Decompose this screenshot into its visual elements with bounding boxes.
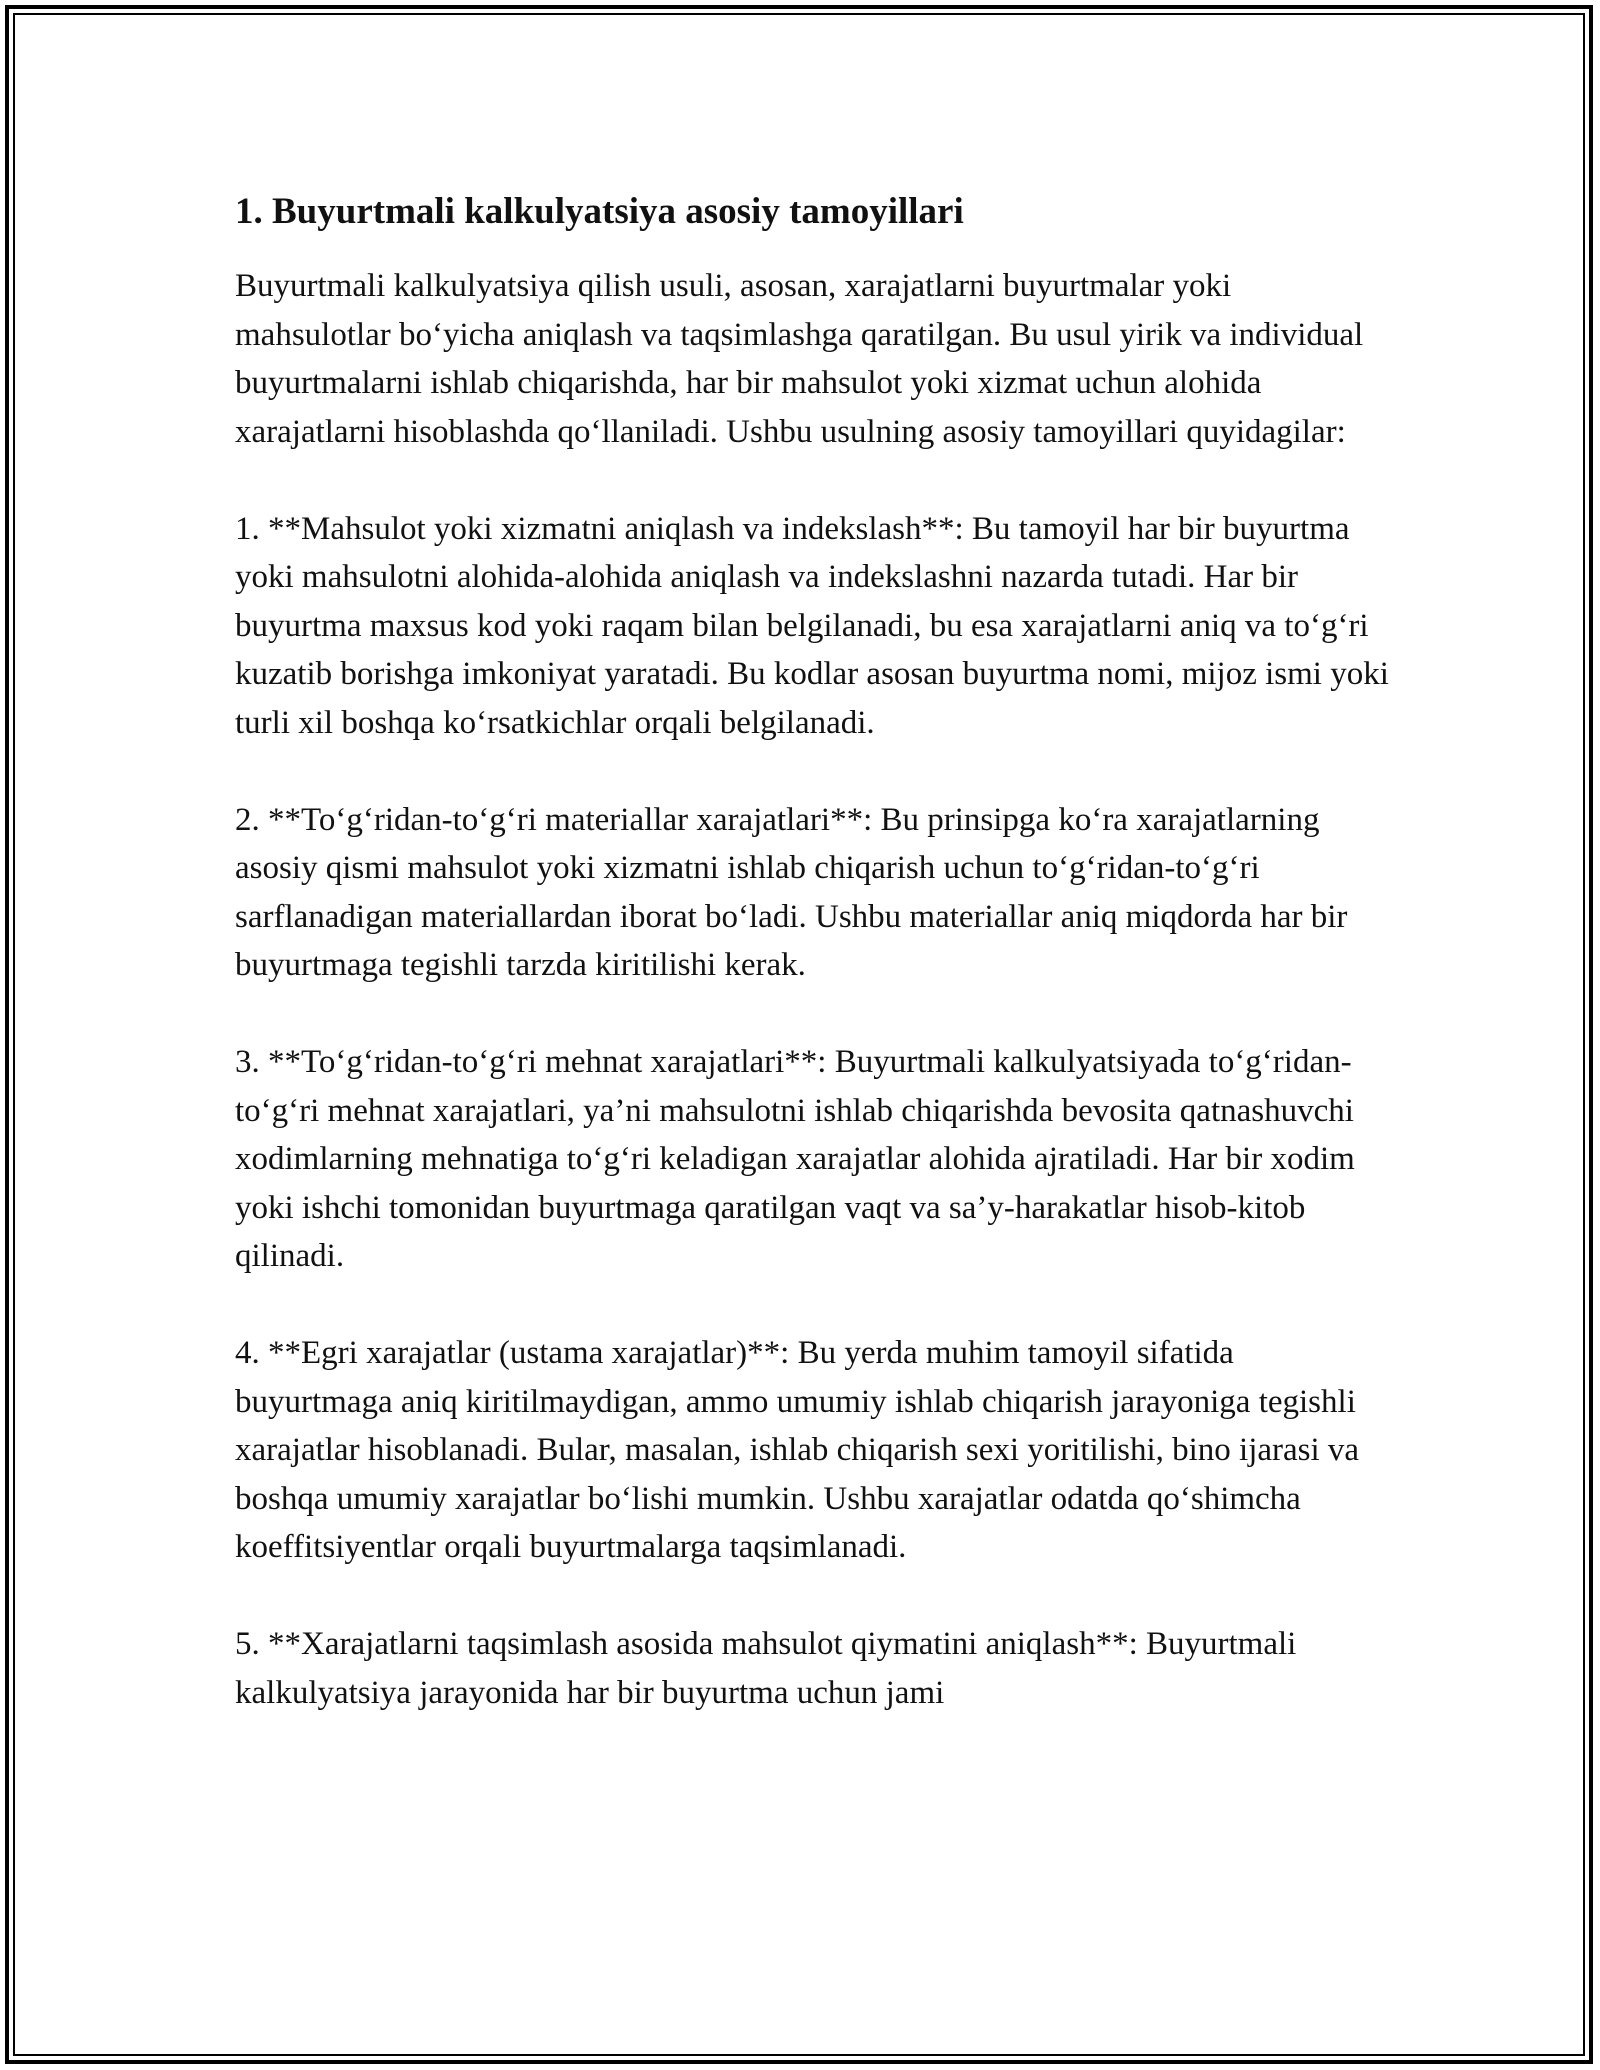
section-heading: 1. Buyurtmali kalkulyatsiya asosiy tamoyillari [235, 191, 964, 232]
document-body [235, 188, 1395, 1766]
principle-1-paragraph: 1. **Mahsulot yoki xizmatni aniqlash va indekslash**: Bu tamoyil har bir buyurtma yoki mahsulotni alohida-alohida aniqlash va indekslashni nazarda tutadi. Har bir buyurtma maxsus kod yoki raqam bilan belgilanadi, bu esa xarajatlarni aniq va to‘g‘ri kuzatib borishga imkoniyat yaratadi. Bu kodlar asosan buyurtma nomi, mijoz ismi yoki turli xil boshqa ko‘rsatkichlar orqali belgilanadi. [235, 510, 1389, 741]
principle-2-paragraph: 2. **To‘g‘ridan-to‘g‘ri materiallar xarajatlari**: Bu prinsipga ko‘ra xarajatlarning asosiy qismi mahsulot yoki xizmatni ishlab chiqarish uchun to‘g‘ridan-to‘g‘ri sarflanadigan materiallardan iborat bo‘ladi. Ushbu materiallar aniq miqdorda har bir buyurtmaga tegishli tarzda kiritilishi kerak. [235, 801, 1348, 983]
principle-4-paragraph: 4. **Egri xarajatlar (ustama xarajatlar)**: Bu yerda muhim tamoyil sifatida buyurtmaga aniq kiritilmaydigan, ammo umumiy ishlab chiqarish jarayoniga tegishli xarajatlar hisoblanadi. Bular, masalan, ishlab chiqarish sexi yoritilishi, bino ijarasi va boshqa umumiy xarajatlar bo‘lishi mumkin. Ushbu xarajatlar odatda qo‘shimcha koeffitsiyentlar orqali buyurtmalarga taqsimlanadi. [235, 1335, 1360, 1565]
principle-3-paragraph: 3. **To‘g‘ridan-to‘g‘ri mehnat xarajatlari**: Buyurtmali kalkulyatsiyada to‘g‘ridan-to‘g‘ri mehnat xarajatlari, ya’ni mahsulotni ishlab chiqarishda bevosita qatnashuvchi xodimlarning mehnatiga to‘g‘ri keladigan xarajatlar alohida ajratiladi. Har bir xodim yoki ishchi tomonidan buyurtmaga qaratilgan vaqt va sa’y-harakatlar hisob-kitob qilinadi. [235, 1044, 1355, 1274]
principle-5-paragraph: 5. **Xarajatlarni taqsimlash asosida mahsulot qiymatini aniqlash**: Buyurtmali kalkulyatsiya jarayonida har bir buyurtma uchun jami [235, 1626, 1297, 1711]
intro-paragraph: Buyurtmali kalkulyatsiya qilish usuli, asosan, xarajatlarni buyurtmalar yoki mahsulotlar bo‘yicha aniqlash va taqsimlashga qaratilgan. Bu usul yirik va individual buyurtmalarni ishlab chiqarishda, har bir mahsulot yoki xizmat uchun alohida xarajatlarni hisoblashda qo‘llaniladi. Ushbu usulning asosiy tamoyillari quyidagilar: [235, 268, 1364, 450]
